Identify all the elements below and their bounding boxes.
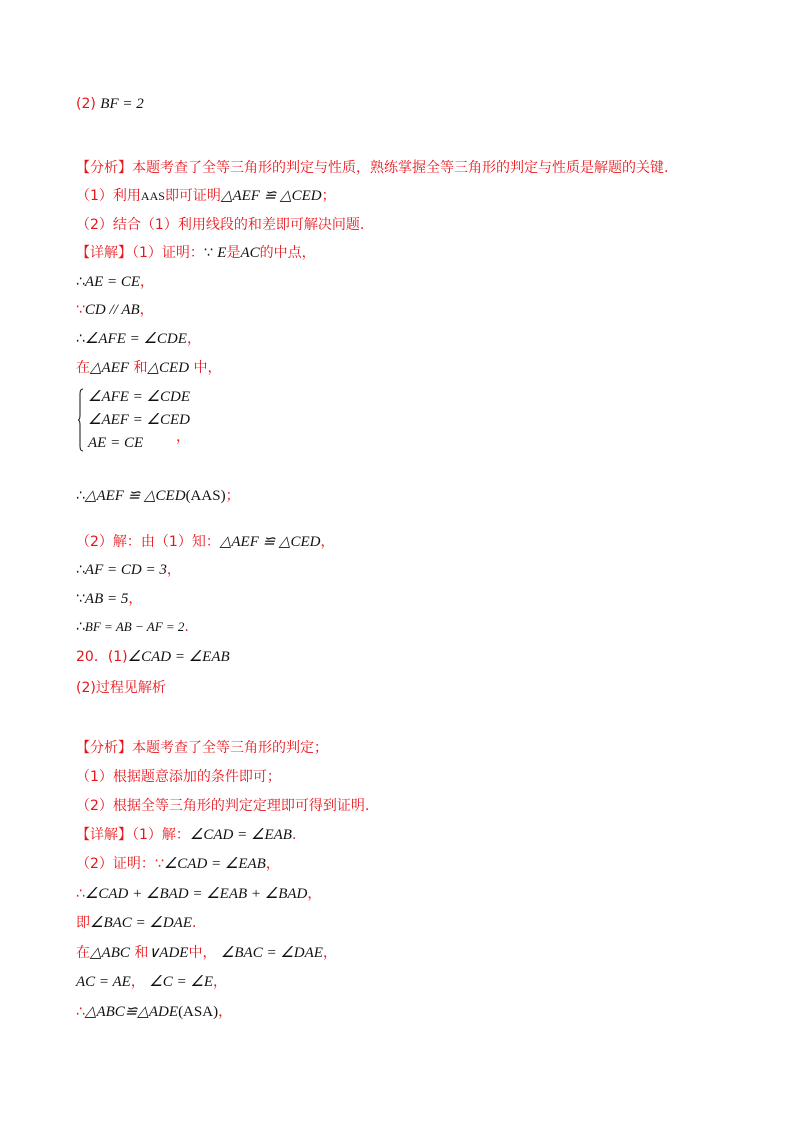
triangle: △AEF (90, 360, 130, 376)
punctuation: . (291, 827, 297, 843)
q20-part1-answer (76, 645, 230, 669)
proof-line (76, 911, 196, 935)
equation: ∠AFE = ∠CDE (84, 331, 187, 347)
congruence-statement: △ABC≌△ADE (84, 1004, 179, 1020)
condition-row: ∠AEF = ∠CED (88, 412, 191, 428)
proof-line (76, 852, 280, 876)
punctuation: ， (166, 562, 181, 578)
answer-text: (2)过程见解析 (76, 680, 166, 696)
equation: BF = AB − AF = 2 (84, 619, 185, 634)
theorem-label: (ASA) (178, 1004, 219, 1020)
because-symbol: ∵ (76, 591, 85, 607)
condition-row: ∠AFE = ∠CDE (88, 389, 191, 405)
proof-line (76, 558, 181, 582)
triangle: △CED (147, 360, 190, 376)
punctuation: ； (321, 188, 336, 204)
theorem-label: AAS (140, 189, 165, 203)
punctuation: . (184, 619, 189, 635)
therefore-symbol: ∴ (76, 331, 85, 347)
step-text: （1）根据题意添加的条件即可； (76, 769, 281, 785)
proof-line (76, 484, 240, 508)
because-symbol: ∵ (203, 245, 213, 261)
q20-part2-answer (76, 676, 166, 700)
punctuation: ， (186, 331, 201, 347)
part-label: (2) (76, 96, 96, 112)
punctuation: ， (218, 1004, 233, 1020)
q19-part2-answer (76, 92, 144, 116)
proof-line (76, 298, 154, 322)
proof-line (76, 356, 221, 380)
punctuation: ， (176, 429, 190, 445)
proof-line (76, 970, 227, 994)
answer-equation: ∠CAD = ∠EAB (127, 649, 230, 665)
proof-line (76, 823, 296, 847)
detail-label: 【详解】（1）证明： (76, 245, 204, 261)
step-text: （2）根据全等三角形的判定定理即可得到证明. (76, 798, 370, 814)
congruence-statement: △AEF ≌ △CED (84, 488, 186, 504)
proof-line (76, 270, 154, 294)
analysis-text: 【分析】本题考查了全等三角形的判定； (76, 740, 328, 756)
variable: E (217, 245, 227, 261)
condition-row: AE = CE (88, 435, 144, 451)
proof-line (76, 327, 201, 351)
equation: CD // AB (84, 302, 140, 318)
step-text: 即 (76, 915, 90, 931)
analysis-step-1 (76, 184, 336, 208)
answer-equation: BF = 2 (100, 96, 144, 112)
analysis-step-2 (76, 794, 369, 818)
punctuation: . (192, 915, 197, 931)
punctuation: ； (225, 488, 240, 504)
therefore-symbol: ∴ (76, 1004, 85, 1020)
detail-label: 【详解】（1）解： (76, 827, 190, 843)
proof-line (76, 615, 189, 639)
because-symbol: ∵ (76, 302, 85, 318)
step-text: 即可证明 (164, 188, 221, 204)
step-text: 在 (76, 360, 90, 376)
congruence-statement: △AEF ≌ △CED (220, 188, 322, 204)
theorem-label: (AAS) (185, 488, 226, 504)
punctuation: ， (307, 886, 322, 902)
punctuation: ， (212, 974, 227, 990)
congruence-statement: △AEF ≌ △CED (219, 534, 321, 550)
punctuation: ， (128, 591, 143, 607)
analysis-paragraph (76, 736, 328, 760)
triangle: △ABC (90, 945, 130, 961)
equation: AF = CD = 3 (84, 562, 167, 578)
punctuation: ， (320, 534, 335, 550)
proof-line (76, 941, 337, 965)
variable: AC (240, 245, 260, 261)
proof-line (76, 1000, 232, 1024)
analysis-text: 【分析】本题考查了全等三角形的判定与性质，熟练掌握全等三角形的判定与性质是解题的关键. (76, 160, 669, 176)
step-text: 中， (188, 945, 217, 961)
therefore-symbol: ∴ (76, 619, 85, 635)
step-text: （2）证明： (76, 856, 155, 872)
punctuation: ， (265, 856, 280, 872)
left-brace (78, 388, 84, 452)
proof-line (76, 530, 334, 554)
punctuation: ， (322, 945, 337, 961)
equation: ∠CAD = ∠EAB (163, 856, 266, 872)
equation: AC = AE (76, 974, 131, 990)
system-punctuation (176, 425, 190, 449)
step-text: 的中点， (259, 245, 316, 261)
equation: AB = 5 (84, 591, 129, 607)
punctuation: ， (140, 274, 155, 290)
therefore-symbol: ∴ (76, 274, 85, 290)
step-text: （2）结合（1）利用线段的和差即可解决问题. (76, 217, 365, 233)
analysis-paragraph (76, 156, 668, 180)
therefore-symbol: ∴ (76, 562, 85, 578)
proof-line (76, 882, 321, 906)
therefore-symbol: ∴ (76, 488, 85, 504)
detail-intro (76, 241, 316, 265)
equation: ∠CAD + ∠BAD = ∠EAB + ∠BAD (84, 886, 308, 902)
step-text: （2）解：由（1）知： (76, 534, 220, 550)
punctuation: ， (139, 302, 154, 318)
equation: ∠CAD = ∠EAB (189, 827, 292, 843)
analysis-step-1 (76, 765, 281, 789)
equation: ∠C = ∠E (149, 974, 213, 990)
equation: ∠BAC = ∠DAE (220, 945, 323, 961)
step-text: 和 (134, 945, 149, 961)
step-text: （1）利用 (76, 188, 141, 204)
step-text: 中， (193, 360, 222, 376)
because-symbol: ∵ (154, 856, 164, 872)
step-text: 是 (226, 245, 241, 261)
step-text: 在 (76, 945, 90, 961)
analysis-step-2 (76, 213, 364, 237)
equation: AE = CE (84, 274, 141, 290)
proof-line (76, 587, 142, 611)
punctuation: ， (130, 974, 145, 990)
therefore-symbol: ∴ (76, 886, 85, 902)
question-number: 20．(1) (76, 649, 128, 665)
triangle: ∨ADE (148, 945, 189, 961)
step-text: 和 (133, 360, 148, 376)
equation: ∠BAC = ∠DAE (90, 915, 193, 931)
